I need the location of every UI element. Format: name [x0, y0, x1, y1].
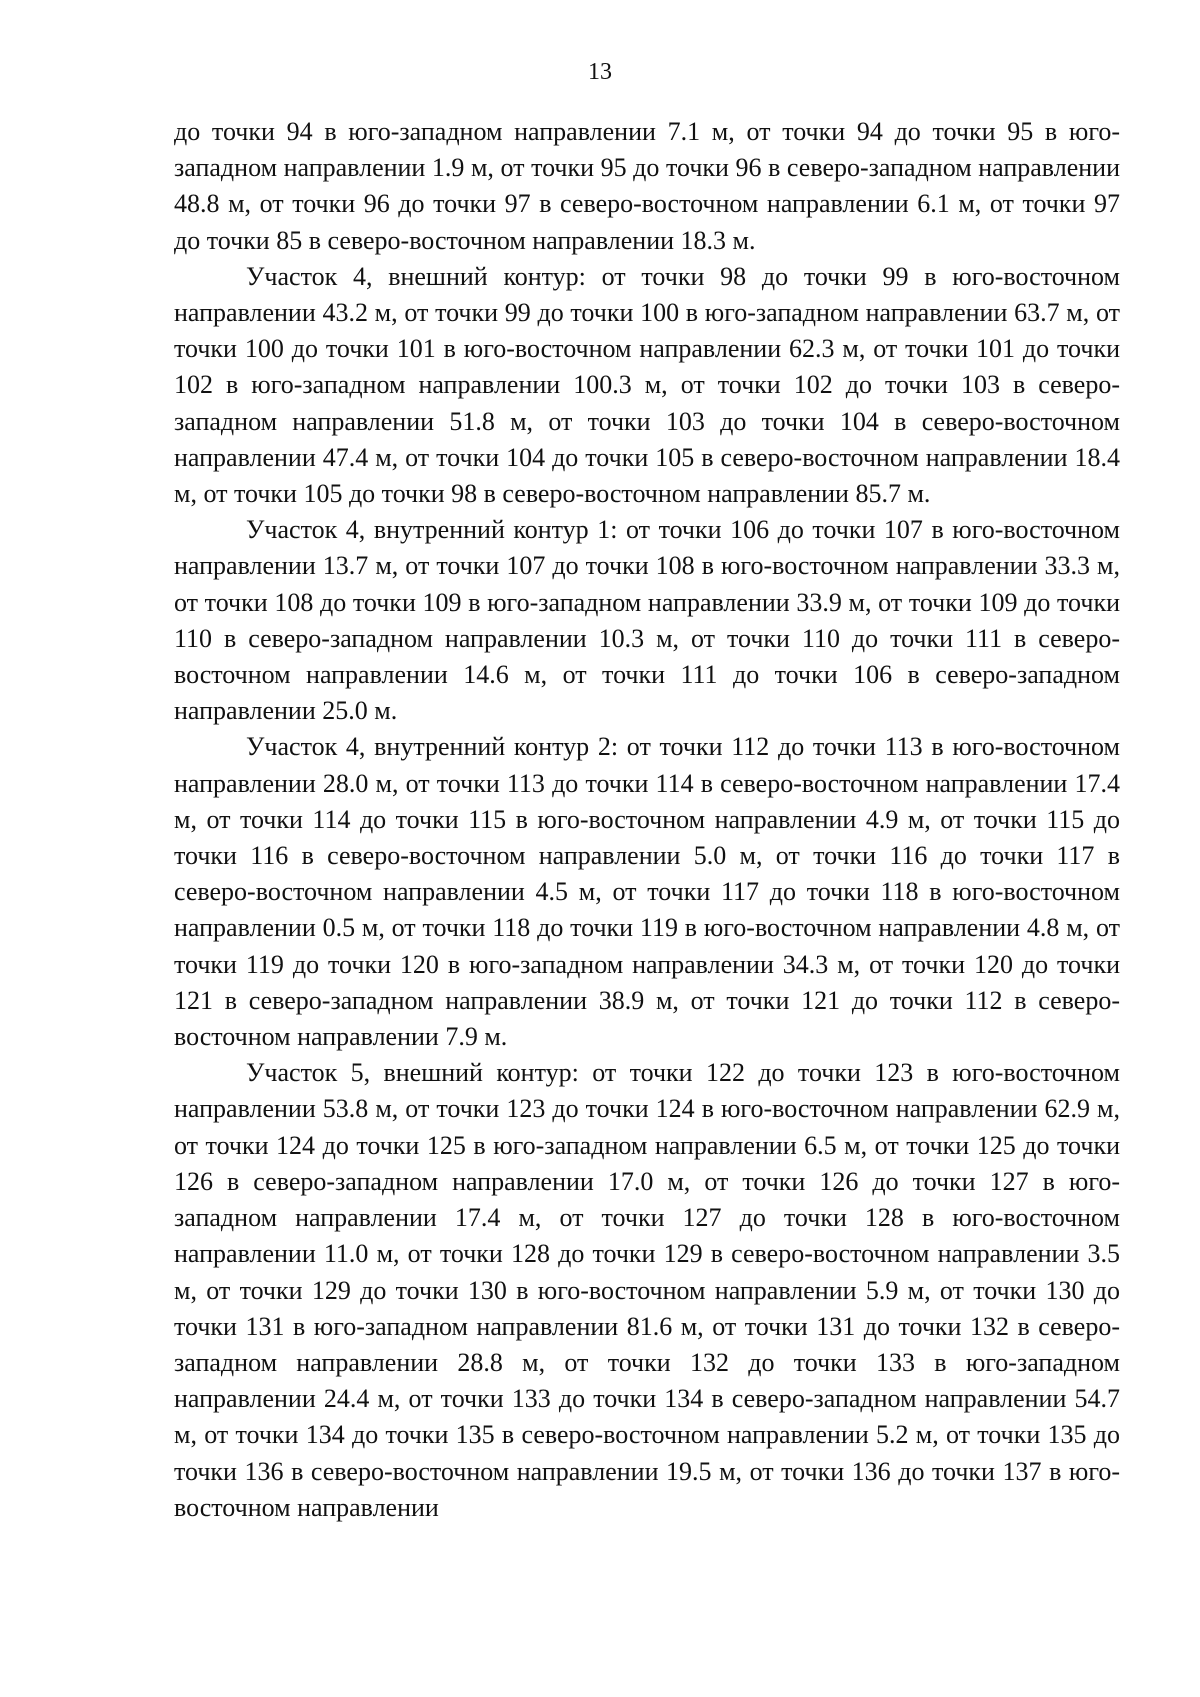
paragraph-plot-5-outer: Участок 5, внешний контур: от точки 122 до точки 123 в юго-восточном направлении 53.8 м, от точки 123 до точки 124 в юго-восточном направлении 62.9 м, от точки 124 до точки 125 в юго-западном направлении 6.5 м, от точки 125 до точки 126 в северо-западном направлении 17.0 м, от точки 126 до точки 127 в юго-западном направлении 17.4 м, от точки 127 до точки 128 в юго-восточном направлении 11.0 м, от точки 128 до точки 129 в северо-восточном направлении 3.5 м, от точки 129 до точки 130 в юго-восточном направлении 5.9 м, от точки 130 до точки 131 в юго-западном направлении 81.6 м, от точки 131 до точки 132 в северо-западном направлении 28.8 м, от точки 132 до точки 133 в юго-западном направлении 24.4 м, от точки 133 до точки 134 в северо-западном направлении 54.7 м, от точки 134 до точки 135 в северо-восточном направлении 5.2 м, от точки 135 до точки 136 в северо-восточном направлении 19.5 м, от точки 136 до точки 137 в юго-восточном направлении — [174, 1058, 1120, 1522]
paragraph-plot-4-inner-2: Участок 4, внутренний контур 2: от точки 112 до точки 113 в юго-восточном направлении 28.0 м, от точки 113 до точки 114 в северо-восточном направлении 17.4 м, от точки 114 до точки 115 в юго-восточном направлении 4.9 м, от точки 115 до точки 116 в северо-восточном направлении 5.0 м, от точки 116 до точки 117 в северо-восточном направлении 4.5 м, от точки 117 до точки 118 в юго-восточном направлении 0.5 м, от точки 118 до точки 119 в юго-восточном направлении 4.8 м, от точки 119 до точки 120 в юго-западном направлении 34.3 м, от точки 120 до точки 121 в северо-западном направлении 38.9 м, от точки 121 до точки 112 в северо-восточном направлении 7.9 м. — [174, 732, 1120, 1052]
paragraph-continuation: до точки 94 в юго-западном направлении 7.1 м, от точки 94 до точки 95 в юго-западном направлении 1.9 м, от точки 95 до точки 96 в северо-западном направлении 48.8 м, от точки 96 до точки 97 в северо-восточном направлении 6.1 м, от точки 97 до точки 85 в северо-восточном направлении 18.3 м. — [174, 117, 1120, 255]
paragraph-plot-4-outer: Участок 4, внешний контур: от точки 98 до точки 99 в юго-восточном направлении 43.2 м, от точки 99 до точки 100 в юго-западном направлении 63.7 м, от точки 100 до точки 101 в юго-восточном направлении 62.3 м, от точки 101 до точки 102 в юго-западном направлении 100.3 м, от точки 102 до точки 103 в северо-западном направлении 51.8 м, от точки 103 до точки 104 в северо-восточном направлении 47.4 м, от точки 104 до точки 105 в северо-восточном направлении 18.4 м, от точки 105 до точки 98 в северо-восточном направлении 85.7 м. — [174, 261, 1120, 509]
paragraph-plot-4-inner-1: Участок 4, внутренний контур 1: от точки 106 до точки 107 в юго-восточном направлении 13.7 м, от точки 107 до точки 108 в юго-восточном направлении 33.3 м, от точки 108 до точки 109 в юго-западном направлении 33.9 м, от точки 109 до точки 110 в северо-западном направлении 10.3 м, от точки 110 до точки 111 в северо-восточном направлении 14.6 м, от точки 111 до точки 106 в северо-западном направлении 25.0 м. — [174, 515, 1120, 726]
page-number: 13 — [588, 59, 612, 85]
document-body — [174, 114, 1120, 1526]
